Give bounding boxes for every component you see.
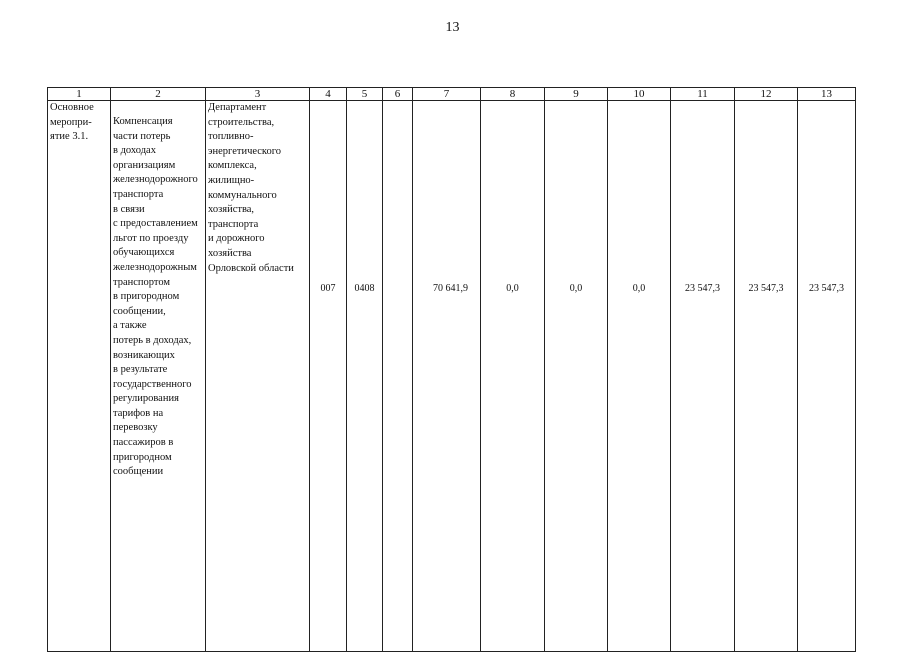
executor-cell — [206, 101, 310, 652]
header-row — [48, 88, 856, 101]
activity-cell — [48, 101, 111, 652]
description-line: части потерь — [113, 130, 171, 142]
description-cell — [111, 101, 206, 652]
description-line: в доходах — [113, 145, 156, 157]
executor-line: хозяйства, — [208, 204, 255, 216]
executor-line: строительства, — [208, 116, 275, 128]
description-line: льгот по проезду — [113, 232, 189, 244]
cell-col8: 0,0 — [481, 101, 545, 652]
column-header-8: 8 — [481, 88, 545, 101]
column-header-7: 7 — [413, 88, 481, 101]
executor-line: транспорта — [208, 218, 259, 230]
executor-line: Департамент — [208, 102, 267, 113]
column-header-6: 6 — [383, 88, 413, 101]
budget-table — [47, 87, 856, 652]
description-line: железнодорожным — [113, 261, 197, 273]
description-line: регулирования — [113, 393, 179, 405]
description-line: в результате — [113, 364, 168, 376]
description-line: тарифов на — [113, 407, 164, 419]
description-line: возникающих — [113, 349, 175, 361]
description-line: обучающихся — [113, 247, 175, 259]
activity-line: меропри- — [50, 116, 92, 128]
column-header-1: 1 — [48, 88, 111, 101]
cell-col9: 0,0 — [545, 101, 608, 652]
cell-col11: 23 547,3 — [671, 101, 735, 652]
description-line: Компенсация — [113, 116, 173, 127]
description-line: транспортом — [113, 276, 171, 288]
description-line: сообщении — [113, 466, 164, 478]
column-header-4: 4 — [310, 88, 347, 101]
executor-line: комплекса, — [208, 160, 257, 172]
page-number: 13 — [445, 20, 460, 35]
description-line: организациям — [113, 159, 176, 171]
description-line: государственного — [113, 378, 192, 390]
column-header-11: 11 — [671, 88, 735, 101]
cell-col7: 70 641,9 — [413, 101, 481, 652]
cell-col4: 007 — [310, 101, 347, 652]
cell-col12: 23 547,3 — [735, 101, 798, 652]
description-line: а также — [113, 320, 147, 332]
cell-col10: 0,0 — [608, 101, 671, 652]
description-line: потерь в доходах, — [113, 334, 192, 346]
executor-line: коммунального — [208, 189, 277, 201]
executor-line: хозяйства — [208, 247, 252, 259]
column-header-3: 3 — [206, 88, 310, 101]
executor-line: энергетического — [208, 145, 282, 157]
description-line: пассажиров в — [113, 437, 174, 449]
description-line: в пригородном — [113, 291, 180, 303]
description-line: с предоставлением — [113, 218, 198, 230]
description-line: перевозку — [113, 422, 158, 434]
cell-col6 — [383, 101, 413, 652]
table-row — [48, 101, 856, 652]
executor-line: топливно- — [208, 131, 254, 143]
description-line: сообщении, — [113, 305, 166, 317]
cell-col5: 0408 — [347, 101, 383, 652]
description-line: транспорта — [113, 188, 164, 200]
column-header-9: 9 — [545, 88, 608, 101]
activity-line: ятие 3.1. — [50, 131, 89, 143]
description-line: железнодорожного — [113, 174, 198, 186]
column-header-13: 13 — [798, 88, 856, 101]
column-header-2: 2 — [111, 88, 206, 101]
description-line: пригородном — [113, 451, 172, 463]
column-header-5: 5 — [347, 88, 383, 101]
executor-line: жилищно- — [208, 174, 255, 186]
executor-line: Орловской области — [208, 262, 294, 274]
executor-line: и дорожного — [208, 233, 265, 245]
activity-line: Основное — [50, 102, 94, 113]
column-header-10: 10 — [608, 88, 671, 101]
description-line: в связи — [113, 203, 145, 215]
cell-col13: 23 547,3 — [798, 101, 856, 652]
column-header-12: 12 — [735, 88, 798, 101]
